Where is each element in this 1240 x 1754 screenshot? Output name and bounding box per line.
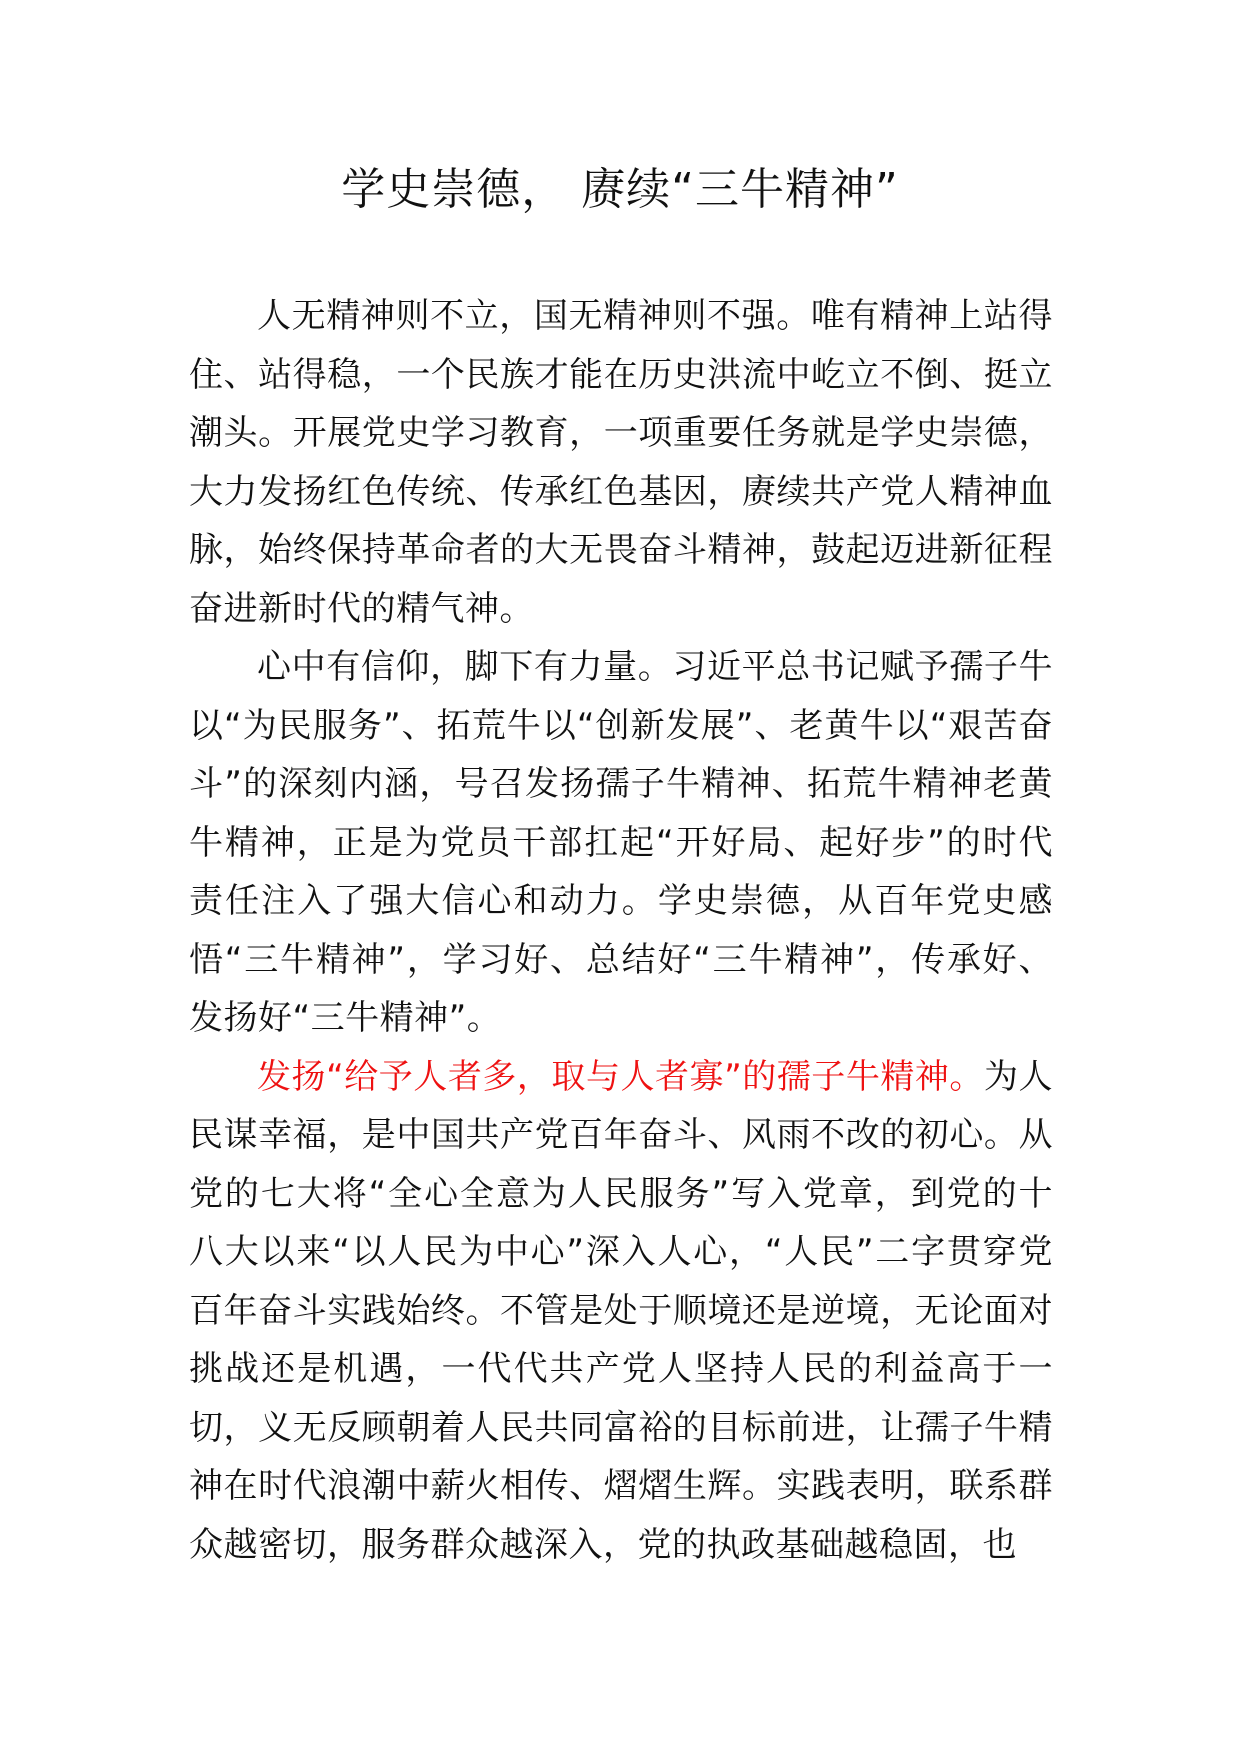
paragraph-3-highlight: 发扬“给予人者多，取与人者寡”的孺子牛精神。 [257, 1056, 984, 1097]
paragraph-1 [189, 287, 1053, 638]
document-title: 学史崇德， 赓续“三牛精神” [341, 164, 899, 215]
paragraph-2 [189, 638, 1053, 1048]
paragraph-3-text: 为人民谋幸福，是中国共产党百年奋斗、风雨不改的初心。从党的七大将“全心全意为人民服务”写入党章，到党的十八大以来“以人民为中心”深入人心，“人民”二字贯穿党百年奋斗实践始终。不管是处于顺境还是逆境，无论面对挑战还是机遇，一代代共产党人坚持人民的利益高于一切，义无反顾朝着人民共同富裕的目标前进，让孺子牛精神在时代浪潮中薪火相传、熠熠生辉。实践表明，联系群众越密切，服务群众越深入，党的执政基础越稳固，也 [189, 1056, 1054, 1565]
paragraph-2-text: 心中有信仰，脚下有力量。习近平总书记赋予孺子牛以“为民服务”、拓荒牛以“创新发展”、老黄牛以“艰苦奋斗”的深刻内涵，号召发扬孺子牛精神、拓荒牛精神老黄牛精神，正是为党员干部扛起“开好局、起好步”的时代责任注入了强大信心和动力。学史崇德，从百年党史感悟“三牛精神”，学习好、总结好“三牛精神”，传承好、发扬好“三牛精神”。 [189, 647, 1053, 1038]
paragraph-1-text: 人无精神则不立，国无精神则不强。唯有精神上站得住、站得稳，一个民族才能在历史洪流中屹立不倒、挺立潮头。开展党史学习教育，一项重要任务就是学史崇德，大力发扬红色传统、传承红色基因，赓续共产党人精神血脉，始终保持革命者的大无畏奋斗精神，鼓起迈进新征程奋进新时代的精气神。 [189, 296, 1053, 629]
document-body [189, 287, 1053, 1574]
paragraph-3 [189, 1048, 1053, 1575]
